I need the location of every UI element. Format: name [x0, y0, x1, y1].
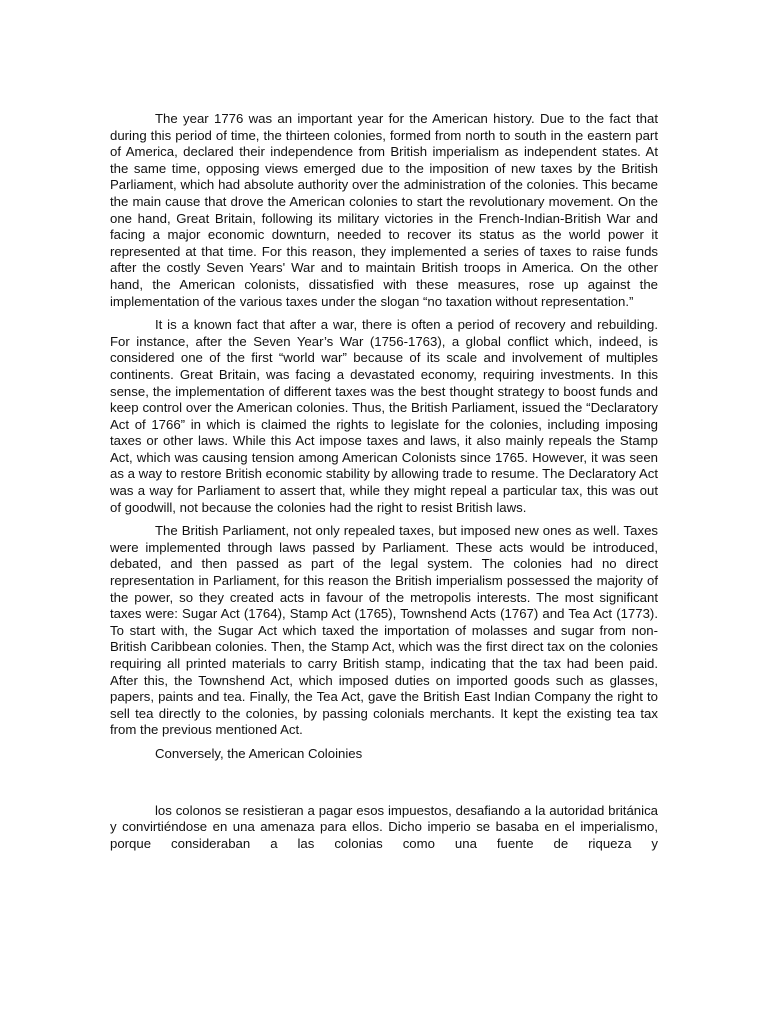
document-page — [110, 111, 658, 859]
paragraph-5: los colonos se resistieran a pagar esos impuestos, desafiando a la autoridad británica y convirtiéndose en una amenaza para ellos. Dicho imperio se basaba en el imperialismo, porque consideraban a las colonias como una fuente de riqueza y — [110, 802, 658, 851]
paragraph-4: Conversely, the American Coloinies — [155, 745, 363, 761]
paragraph-2: It is a known fact that after a war, there is often a period of recovery and rebuilding. For instance, after the Seven Year’s War (1756-1763), a global conflict which, indeed, is considered one of the first “world war” because of its scale and involvement of multiples continents. Great Britain, was facing a devastated economy, requiring investments. In this sense, the implementation of different taxes was the best thought strategy to boost funds and keep control over the American colonies. Thus, the British Parliament, issued the “Declaratory Act of 1766” in which is claimed the rights to legislate for the colonies, including imposing taxes or other laws. While this Act impose taxes and laws, it also mainly repeals the Stamp Act, which was causing tension among American Colonists since 1765. However, it was seen as a way to restore British economic stability by allowing trade to resume. The Declaratory Act was a way for Parliament to assert that, while they might repeal a particular tax, this was out of goodwill, not because the colonies had the right to resist British laws. — [110, 317, 658, 515]
paragraph-3: The British Parliament, not only repealed taxes, but imposed new ones as well. Taxes were implemented through laws passed by Parliament. These acts would be introduced, debated, and then passed as part of the legal system. The colonies had no direct representation in Parliament, for this reason the British imperialism possessed the majority of the power, so they created acts in favour of the metropolis interests. The most significant taxes were: Sugar Act (1764), Stamp Act (1765), Townshend Acts (1767) and Tea Act (1773). To start with, the Sugar Act which taxed the importation of molasses and sugar from non-British Caribbean colonies. Then, the Stamp Act, which was the first direct tax on the colonies requiring all printed materials to carry British stamp, indicating that the tax had been paid. After this, the Townshend Act, which imposed duties on imported goods such as glasses, papers, paints and tea. Finally, the Tea Act, gave the British East Indian Company the right to sell tea directly to the colonies, by passing colonials merchants. It kept the existing tea tax from the previous mentioned Act. — [110, 523, 658, 738]
blank-line — [110, 770, 658, 803]
paragraph-1: The year 1776 was an important year for the American history. Due to the fact that during this period of time, the thirteen colonies, formed from north to south in the eastern part of America, declared their independence from British imperialism as independent states. At the same time, opposing views emerged due to the imposition of new taxes by the British Parliament, which had absolute authority over the administration of the colonies. This became the main cause that drove the American colonies to start the revolutionary movement. On the one hand, Great Britain, following its military victories in the French-Indian-British War and facing a major economic downturn, needed to recover its status as the world power it represented at that time. For this reason, they implemented a series of taxes to raise funds after the costly Seven Years' War and to maintain British troops in America. On the other hand, the American colonists, dissatisfied with these measures, rose up against the implementation of the various taxes under the slogan “no taxation without representation.” — [110, 111, 658, 309]
